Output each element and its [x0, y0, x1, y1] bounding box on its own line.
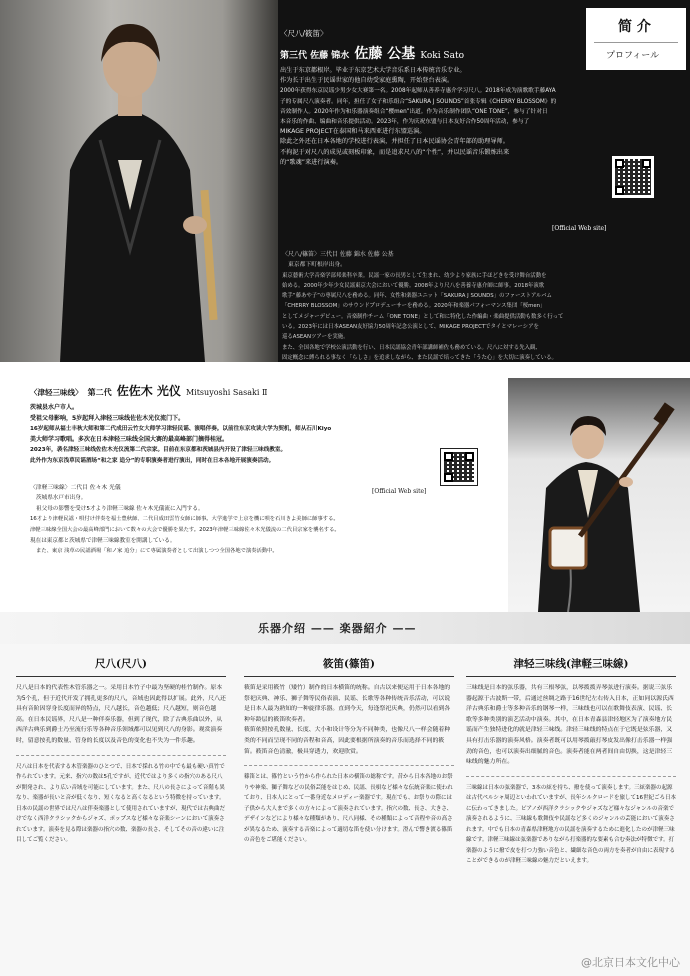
- bio-line: 16岁起师从福士丰秋大师和第二代成田云竹女大师学习津轻民谣、演唱伴奏。以前往东京攻读大学为契机，师从石川Kiyo: [30, 426, 332, 433]
- bio-jp-line: 東京都下町根岸出身。: [288, 262, 346, 269]
- performer1-qr-code[interactable]: [612, 156, 654, 198]
- bio-line: 的“歌魂”来进行演奏。: [280, 158, 343, 166]
- top-section: [0, 0, 690, 362]
- bio-jp-line: 津軽三味線全国大会の最高峰部門において数々の大会で優勝を果たす。2023年津軽三味線佐々木光儀流の二代目宗家を襲名する。: [30, 526, 340, 533]
- instrument-text-cn: 三味线是日本的弦乐器，共有三根琴弦，以琴拨拨弄琴弦进行演奏。据说三弦乐器起源于古波斯一带，后通过丝绸之路于16世纪左右传入日本，正如同以源氏西洋古典乐和爵士等多种音乐的钢琴一样，三味线也可以在歌舞伎表演、民谣、长歌等多种类别的演艺活动中演奏。其中，在日本青森县津轻地区为了演奏地方民谣而产生独特进化的就是津轻三味线。津轻三味线的特点在于它既是弦乐器，又具有打击乐器的演奏风格。演奏者既可以用琴拨敲打琴皮发出像打击乐器一样强劲的音色，也可以演奏出细腻的音色。演奏者能在两者间自由切换，这是津轻三味线的魅力所在。: [466, 685, 674, 766]
- bio-line: 音效制作人。2020年作为和乐器演奏组合“樱men”出道。作为音乐制作团队“ONE TONE”，参与了针对日: [280, 108, 548, 115]
- bio-line: 作为长于出生于民谣世家的他自幼受家庭熏陶，开始登台表演。: [280, 77, 454, 85]
- performer1-bio-jp: [282, 250, 682, 363]
- performer2-qr-code[interactable]: [440, 448, 478, 486]
- instruments-header: [0, 612, 690, 644]
- performer1-heading: [280, 43, 610, 63]
- divider: [244, 765, 454, 766]
- instruments-columns: [0, 644, 690, 976]
- bio-line: 美大师学习歌唱。多次在日本津轻三味线全国大赛的最高峰部门摘得桂冠。: [30, 435, 229, 443]
- bio-jp-line: また、全国各地で学校公演活動を行い、日本民謡協会青年部講師補佐も務めている。尺八に対する先入観、: [282, 344, 541, 351]
- bio-jp-line: としてメジャーデビュー。音楽制作チーム「ONE TONE」として和に特化した作編曲・楽曲提供活動も数多く行って: [282, 313, 564, 320]
- performer2-website-link[interactable]: [Official Web site]: [372, 488, 427, 495]
- performer1-bio-cn: [280, 66, 610, 168]
- performer2-name: 佐佐木 光仪: [116, 384, 181, 398]
- performer2-name-prefix: 第二代: [87, 388, 112, 397]
- divider: [16, 755, 226, 756]
- watermark: @北京日本文化中心: [581, 956, 680, 969]
- instrument-text-jp: 篠笛とは、篠竹という竹から作られた日本の横笛の総称です。昔から日本各地のお祭りや神楽、獅子舞などの民俗芸能をはじめ、民謡、長唄など様々な伝統音楽に使われており、日本人にとって一番身近なメロディー楽器です。現在でも、お祭りの際には子供から大人まで多くの方々によって演奏されています。指穴の数、長さ、大きさ、デザインなどにより様々な種類があり、尺八同様、その種類によって音程や音の高さが異なるため、演奏する音楽によって適切な笛を使い分けます。澄んで響き渡る篠笛の音色をご堪能ください。: [244, 774, 453, 844]
- performer2-heading: [30, 380, 490, 399]
- performer1-name: 佐藤 公基: [354, 46, 416, 62]
- instrument-text-jp: 三味線は日本の弦楽器で、3本の絃を持ち、撥を使って演奏します。三絃楽器の起源は古代ペルシャ周辺といわれていますが、長年シルクロードを旅して16世紀ごろ日本に伝わってきました。ピアノが西洋クラシックやジャズなど様々なジャンルの音楽で演奏されるように、三味線も歌舞伎や民謡など多くのジャンルの芸能において演奏されます。中でも日本の青森県津軽地方の民謡を演奏するために進化したのが津軽三味線です。津軽三味線は弦楽器でありながら打楽器的な要素も合む奏法が特徴です。打楽器のように撥で皮を打つ力強い音色と、繊細な音色の両方を奏者が自由に表現することができるのが津軽三味線の魅力だといえます。: [466, 784, 677, 865]
- performer2-romaji: Mitsuyoshi Sasaki Ⅱ: [185, 388, 268, 397]
- middle-section: [0, 362, 690, 612]
- bio-line: 2023年，袭名津轻三味线佐佐木光仪流第二代宗家。目前在东京都和茨城县内开设了津轻三味线教室。: [30, 447, 287, 454]
- bio-line: 茨城县水户市人。: [30, 404, 79, 411]
- performer1-figure: [0, 0, 278, 362]
- bio-line: 出生于东京都根岸。毕业于东京艺术大学音乐系日本传统音乐专业。: [280, 67, 466, 74]
- bio-jp-line: 巡るASEANツアーを実施。: [282, 334, 349, 341]
- bio-jp-line: 祖父母の影響を受け5才より津軽三味線 佐々木光儀流に入門する。: [36, 505, 204, 512]
- bio-jp-line: 始める。2000年少年少女民謡東京大会において優勝。2008年より尺八を善養寺惠介師に師事。2018年演歌: [282, 282, 545, 289]
- instrument-title: 筱笛(篠笛): [244, 652, 454, 677]
- role-jp: 〈尺八/篠笛〉三代目 佐藤 錦水 佐藤 公基: [282, 251, 394, 258]
- bio-jp-line: 「CHERRY BLOSSOM」のサウンドプロデューサーを務める。2020年和楽器パフォーマンス集団「桜men」: [282, 303, 546, 310]
- bio-line: 子的专属尺八演奏者。同年，担任了女子和乐组合“SAKURA J SOUNDS”首张专辑《CHERRY BLOSSOM》的: [280, 98, 557, 105]
- intro-title: 简 介: [618, 19, 651, 35]
- instrument-col-tsugaru-shamisen: [466, 652, 676, 867]
- instrument-title: 津轻三味线(津軽三味線): [466, 652, 676, 677]
- bio-jp-line: 固定概念に縛られる事なく「らしさ」を追求しながら、また民謡で培ってきた「うた心」を大切に演奏している。: [282, 354, 557, 361]
- instruments-heading: 乐器介绍 —— 楽器紹介 ——: [258, 622, 417, 635]
- bio-line: 本音乐的作曲、编曲和音乐提供活动。2023年，作为庆祝东盟与日本友好合作50周年活动，参与了: [280, 119, 530, 126]
- bio-jp-line: また、東京 浅草の民謡酒場「和ノ家 追分」にて専属演奏者として出演しつつ全国各地で演奏活動中。: [36, 548, 278, 555]
- instrument-col-shinobue: [244, 652, 454, 846]
- instrument-text-cn: 尺八是日本的代表性木管乐器之一。采用日本竹子中最为坚硬的桂竹制作。原本为5个孔，但于近代开发了拥孔更多的尺八，音域也因此得以扩展。此外，尺八还具有音阶因穿身长度而异的特点，尺八越长，音色越低；尺八越短，则音色越高。在日本民谣界，尺八是一种伴奏乐器，但到了现代，除了古典乐曲以外，从西洋古典乐到爵士乃至流行乐等各种音乐领域都可以见到尺八的身影。观赏演奏时，留意按孔的数量、管身的长度以及音色的变化也不失为一件乐趣。: [16, 685, 226, 744]
- performer1-photo: [0, 0, 278, 362]
- performer2-text: [30, 380, 490, 557]
- instrument-text-cn: 筱笛是采用筱竹（矮竹）制作的日本横笛的统称。自古以来便运用于日本各地的祭祀庆典、神乐、狮子舞等民俗表演、民谣、长歌等各种传统音乐活动，可以说是日本人最为熟知的一种旋律乐器。直到今天，每逢祭祀庆典，仍然可以看到各种年龄层的筱笛吹奏者。 筱笛依照按孔数量、长度、大小和设计等分为不同种类，也像尺八一样会随着种类的不同而呈现不同的音程和音高，因此要根据所演奏的音乐而选择不同的筱笛。筱笛音色清澈，极具穿透力，欢迎欣赏。: [244, 685, 451, 755]
- bio-jp-line: 現在は東京都と茨城県で津軽三味線教室を開講している。: [30, 537, 176, 544]
- performer1-name-prefix: 第三代 佐藤 锦水: [280, 51, 350, 61]
- bio-jp-line: 16才より津軽民謡・唄付け伴奏を福士豊秋師、二代目成田雲竹女師に師事。大学進学で上京を機に唄を石川きよ美師に師事する。: [30, 516, 339, 523]
- performer2-figure: [508, 378, 690, 612]
- performer1-website-link[interactable]: [Official Web site]: [552, 225, 607, 232]
- instrument-col-shakuhachi: [16, 652, 226, 846]
- instrument-text-jp: 尺八は日本を代表する木管楽器のひとつで、日本で採れる竹の中でも最も硬い真竹で作られています。元来、指穴の数は5孔ですが、近代ではより多くの指穴のある尺八が開発され、より広い音域を可能にしています。また、尺八の長さによって音階も異なり、楽器が長いと音が低くなり、短くなると高くなるという特徴を持っています。日本の民謡の世界では尺八は伴奏楽器として使用されていますが、現代では古典曲だけでなく西洋クラシックからジャズ、ポップスなど様々な音楽シーンにおいて演奏されています。演奏を見る際は楽器の指穴の数、楽器の長さ、そしてその音の違いに注目してご覧ください。: [16, 763, 226, 844]
- bio-line: 2000年获得东京民谣少男少女大赛第一名。2008年起师从善养寺惠介学习尺八。2018年成为演歌歌手藤AYA: [280, 88, 556, 95]
- performer1-text: [280, 28, 610, 168]
- intro-subtitle: プロフィール: [606, 51, 660, 61]
- performer2-photo: [508, 378, 690, 612]
- divider: [466, 776, 676, 777]
- bio-line: MIKAGE PROJECT在泰国和马来西亚进行东盟巡演。: [280, 128, 426, 136]
- performer2-role: 〈津轻三味线〉: [30, 388, 83, 397]
- bio-jp-line: 東京藝術大学音楽学部邦楽科卒業。民謡一家の長男として生まれ、幼少より家族に手ほどきを受け舞台活動を: [282, 272, 547, 279]
- bio-jp-line: いる。2023年には日本ASEAN友好協力50周年記念公演として、MIKAGE PROJECTでタイとマレーシアを: [282, 324, 539, 331]
- performer1-role: 〈尺八/筱笛〉: [280, 29, 328, 38]
- role-jp: 〈津軽三味線〉二代目 佐々木 光儀: [30, 484, 121, 491]
- bio-line: 此外作为东京浅草民谣酒场“和之家 追分”的专职演奏者进行演出，同时在日本各地开展演奏活动。: [30, 457, 275, 464]
- bio-jp-line: 茨城県水戸市出身。: [36, 495, 87, 502]
- bio-line: 受祖父母影响，5岁起拜入津轻三味线佐佐木光仪流门下。: [30, 414, 185, 422]
- bio-jp-line: 歌手“藤あや子”の専属尺八を務める。同年、女性和楽器ユニット「SAKURA J SOUNDS」のファーストアルバム: [282, 293, 552, 300]
- performer1-romaji: Koki Sato: [420, 51, 465, 61]
- bio-line: 不拘泥于对尺八的成见或刻板印象，而是追求尺八的“个性”，并以民谣音乐锻炼出来: [280, 148, 510, 156]
- instrument-title: 尺八(尺八): [16, 652, 226, 677]
- bio-line: 除此之外还在日本各地的学校进行表演，并担任了日本民谣协会青年部的助理导师。: [280, 138, 509, 146]
